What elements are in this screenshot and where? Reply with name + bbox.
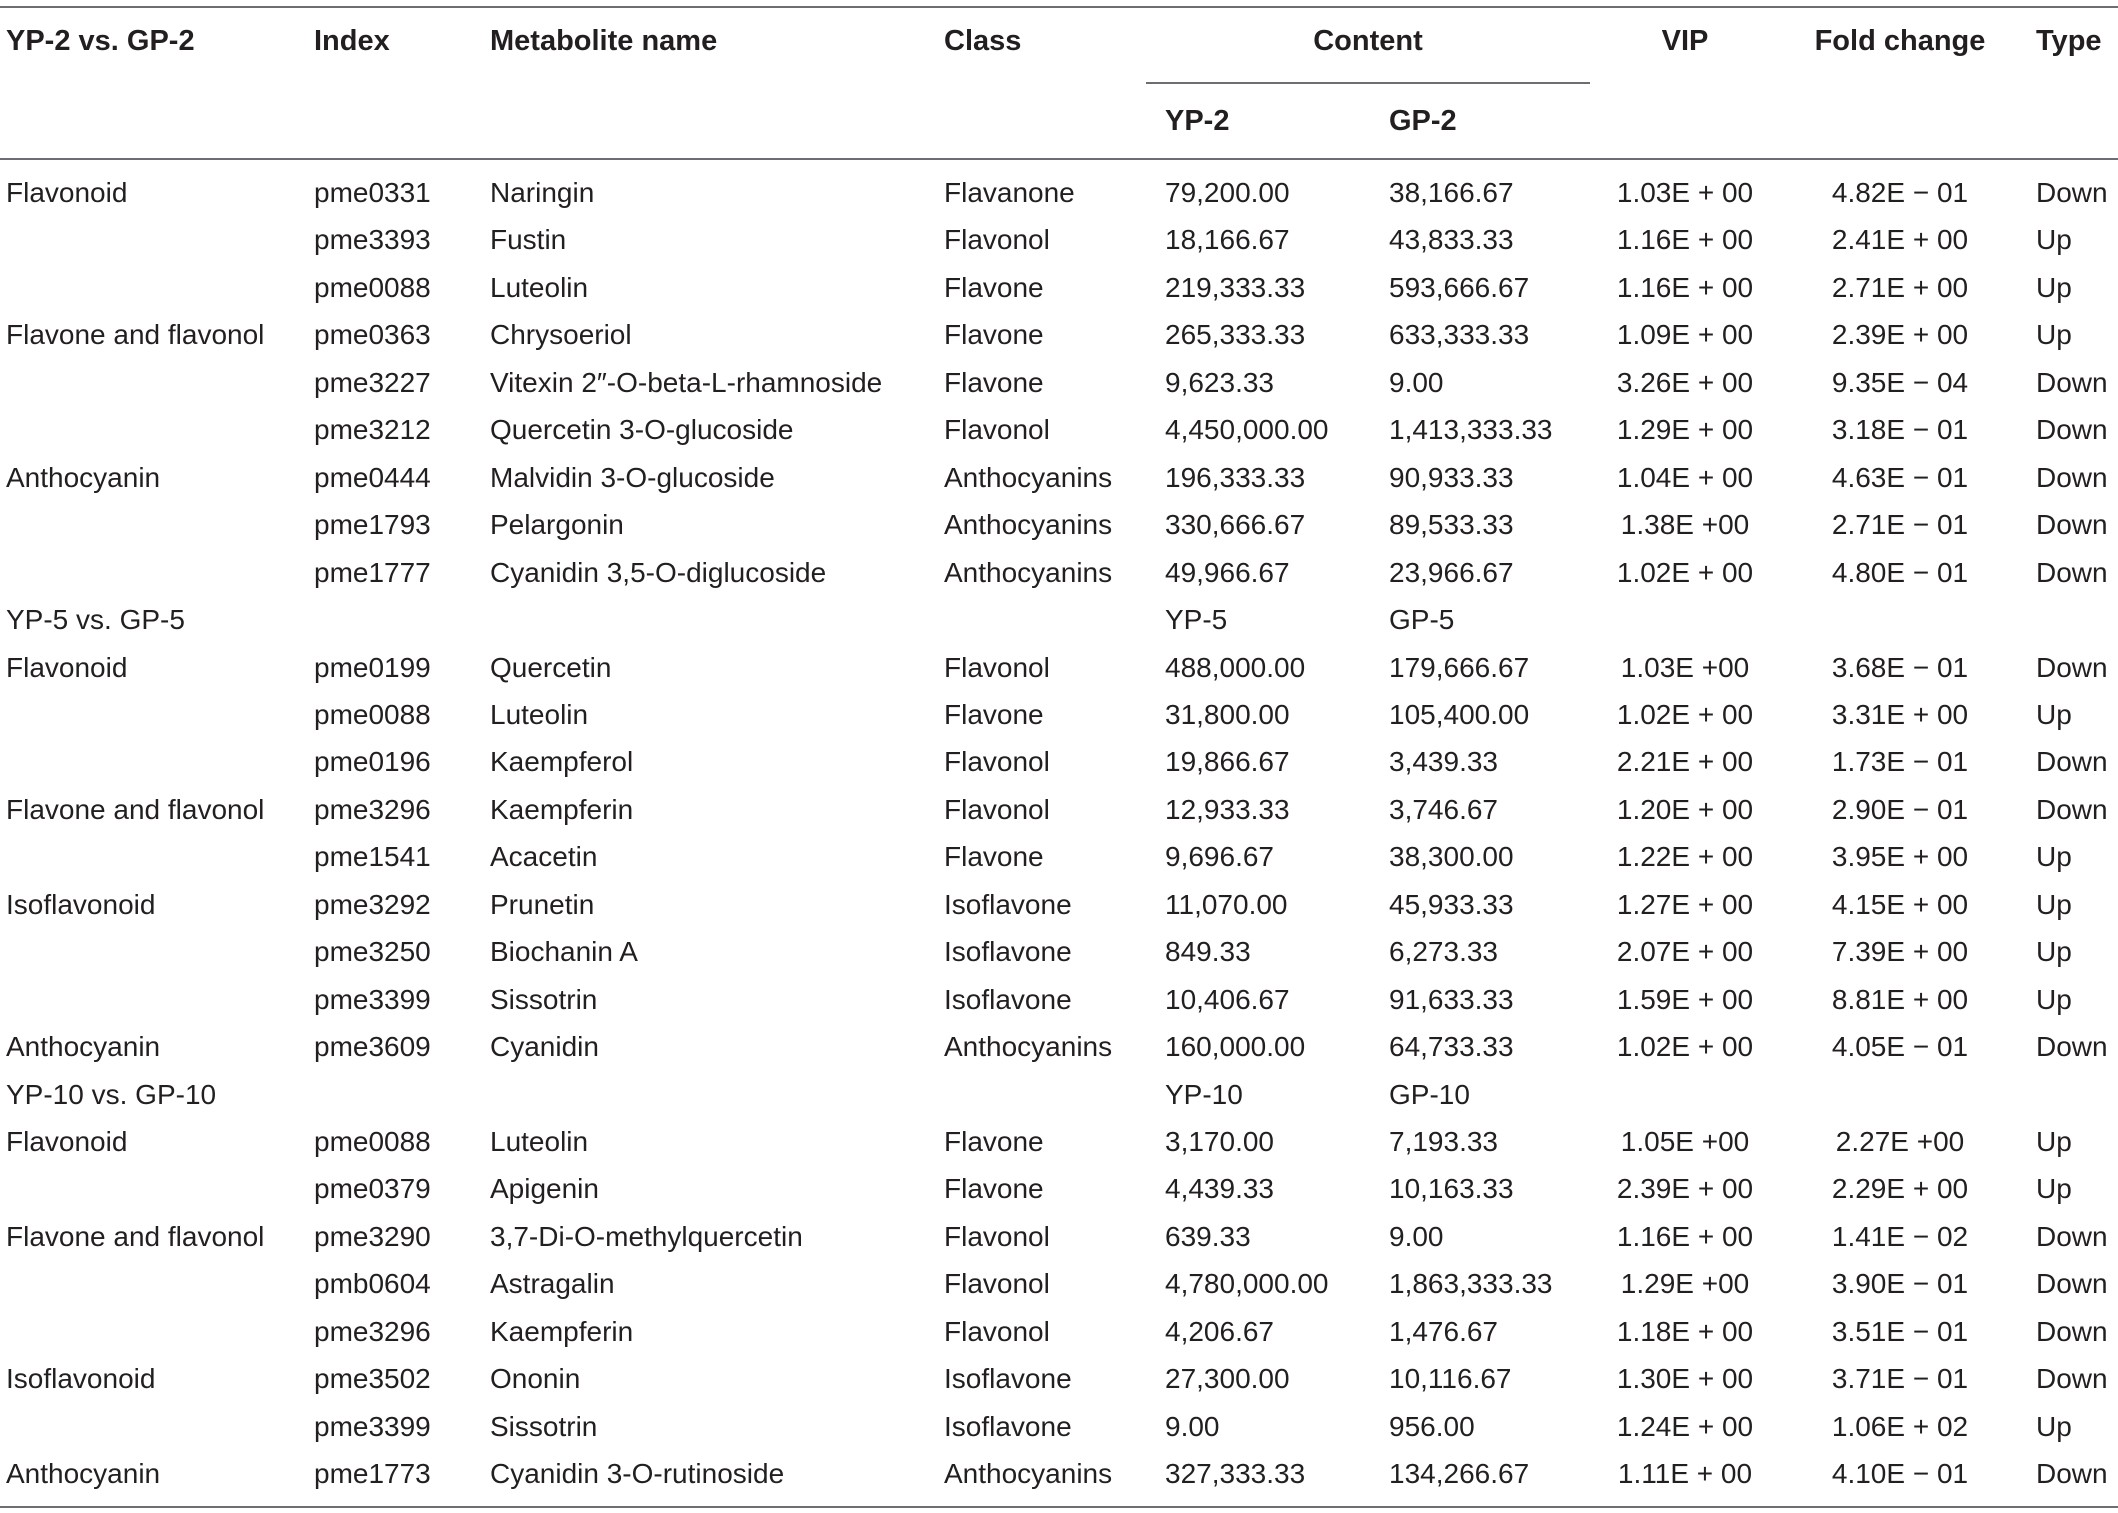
cell-class: Anthocyanins	[944, 509, 1113, 541]
section-header-row	[0, 603, 2118, 651]
cell-fold-change: 4.63E − 01	[1831, 461, 1969, 493]
cell-group: Anthocyanin	[6, 1031, 161, 1063]
cell-vip: 1.16E + 00	[1616, 224, 1754, 256]
cell-fold-change: 3.18E − 01	[1831, 414, 1969, 446]
cell-group: Anthocyanin	[6, 461, 161, 493]
cell-content-yp: 4,450,000.00	[1165, 414, 1329, 446]
cell-index: pme0331	[314, 177, 431, 208]
cell-class: Flavonol	[944, 1268, 1050, 1300]
cell-vip: 1.04E + 00	[1616, 461, 1754, 493]
cell-vip: 1.02E + 00	[1616, 698, 1754, 730]
cell-class: Isoflavone	[944, 1410, 1072, 1442]
cell-class: Flavanone	[944, 177, 1075, 208]
cell-index: pme0379	[314, 1173, 431, 1205]
section-header-row	[0, 1078, 2118, 1126]
table-top-rule	[0, 6, 2118, 8]
cell-vip: 1.27E + 00	[1616, 888, 1754, 920]
header-class: Class	[944, 25, 1022, 57]
header-type: Type	[2036, 25, 2102, 57]
cell-content-yp: 79,200.00	[1165, 177, 1290, 208]
cell-type: Down	[2036, 651, 2108, 683]
cell-type: Down	[2036, 746, 2108, 778]
table-row	[0, 1457, 2118, 1505]
cell-index: pme3399	[314, 1410, 431, 1442]
cell-content-yp: 31,800.00	[1165, 698, 1290, 730]
cell-content-yp: 265,333.33	[1165, 319, 1306, 351]
cell-vip: 1.22E + 00	[1616, 841, 1754, 873]
cell-fold-change: 4.15E + 00	[1831, 888, 1969, 920]
cell-type: Down	[2036, 366, 2108, 398]
cell-content-yp: 11,070.00	[1165, 888, 1288, 920]
cell-content-gp: 7,193.33	[1389, 1126, 1498, 1157]
cell-vip: 3.26E + 00	[1616, 366, 1754, 398]
cell-metabolite-name: 3,7-Di-O-methylquercetin	[490, 1220, 803, 1252]
cell-class: Flavonol	[944, 1220, 1050, 1252]
cell-fold-change: 3.68E − 01	[1831, 651, 1969, 683]
cell-index: pme3399	[314, 983, 431, 1015]
cell-fold-change: 2.41E + 00	[1831, 224, 1969, 256]
cell-type: Down	[2036, 1268, 2108, 1300]
cell-fold-change: 2.71E − 01	[1831, 509, 1969, 541]
cell-group: Anthocyanin	[6, 1458, 161, 1490]
cell-content-gp: 134,266.67	[1389, 1458, 1530, 1490]
cell-metabolite-name: Cyanidin	[490, 1031, 599, 1063]
cell-class: Flavonol	[944, 746, 1050, 778]
cell-index: pme3393	[314, 224, 431, 256]
cell-content-gp: 23,966.67	[1389, 556, 1514, 588]
cell-metabolite-name: Luteolin	[490, 1126, 589, 1157]
cell-class: Isoflavone	[944, 888, 1072, 920]
cell-group: YP-10 vs. GP-10	[6, 1078, 217, 1110]
cell-vip: 1.29E +00	[1620, 1268, 1750, 1300]
cell-content-yp: 12,933.33	[1165, 793, 1290, 825]
cell-type: Up	[2036, 983, 2072, 1015]
cell-metabolite-name: Prunetin	[490, 888, 595, 920]
cell-index: pme3250	[314, 936, 431, 968]
cell-group: Flavone and flavonol	[6, 793, 265, 825]
cell-content-yp: 639.33	[1165, 1220, 1251, 1252]
cell-type: Down	[2036, 509, 2108, 541]
cell-class: Isoflavone	[944, 1363, 1072, 1395]
cell-type: Down	[2036, 1363, 2108, 1395]
cell-group: Flavonoid	[6, 177, 128, 208]
cell-metabolite-name: Biochanin A	[490, 936, 638, 968]
cell-vip: 1.05E +00	[1620, 1126, 1750, 1157]
table-row	[0, 840, 2118, 888]
cell-type: Down	[2036, 1315, 2108, 1347]
cell-group: Flavone and flavonol	[6, 1220, 265, 1252]
cell-content-gp: 90,933.33	[1389, 461, 1514, 493]
table-row	[0, 176, 2118, 224]
cell-class: Flavonol	[944, 224, 1050, 256]
cell-content-gp: 38,300.00	[1389, 841, 1514, 873]
cell-content-gp: 3,746.67	[1389, 793, 1498, 825]
cell-type: Up	[2036, 1173, 2072, 1205]
cell-type: Down	[2036, 177, 2108, 208]
cell-metabolite-name: Malvidin 3-O-glucoside	[490, 461, 775, 493]
cell-metabolite-name: Astragalin	[490, 1268, 615, 1300]
cell-content-yp: 27,300.00	[1165, 1363, 1290, 1395]
cell-vip: 2.21E + 00	[1616, 746, 1754, 778]
table-row	[0, 1410, 2118, 1458]
cell-content-yp: 10,406.67	[1165, 983, 1290, 1015]
cell-type: Down	[2036, 414, 2108, 446]
cell-class: Anthocyanins	[944, 1458, 1113, 1490]
header-bottom-rule	[0, 158, 2118, 160]
cell-fold-change: 2.29E + 00	[1831, 1173, 1969, 1205]
cell-content-gp: 633,333.33	[1389, 319, 1530, 351]
header-fold-change: Fold change	[1814, 25, 1986, 57]
cell-index: pme3292	[314, 888, 431, 920]
cell-type: Down	[2036, 1220, 2108, 1252]
cell-vip: 1.24E + 00	[1616, 1410, 1754, 1442]
cell-index: pme0088	[314, 1126, 431, 1157]
cell-index: pme0196	[314, 746, 431, 778]
cell-type: Up	[2036, 698, 2072, 730]
cell-vip: 1.38E +00	[1620, 509, 1750, 541]
table-row	[0, 461, 2118, 509]
cell-class: Flavone	[944, 1126, 1044, 1157]
cell-metabolite-name: Ononin	[490, 1363, 581, 1395]
cell-content-yp: 330,666.67	[1165, 509, 1306, 541]
cell-class: Anthocyanins	[944, 461, 1113, 493]
cell-content-yp: YP-10	[1165, 1078, 1243, 1110]
cell-content-gp: 43,833.33	[1389, 224, 1514, 256]
table-row	[0, 1172, 2118, 1220]
cell-fold-change: 2.71E + 00	[1831, 271, 1969, 303]
cell-content-gp: 45,933.33	[1389, 888, 1514, 920]
cell-content-gp: 1,476.67	[1389, 1315, 1498, 1347]
table-row	[0, 318, 2118, 366]
cell-content-gp: 9.00	[1389, 1220, 1444, 1252]
cell-index: pme3502	[314, 1363, 431, 1395]
cell-vip: 1.29E + 00	[1616, 414, 1754, 446]
cell-fold-change: 8.81E + 00	[1831, 983, 1969, 1015]
table-row	[0, 1125, 2118, 1173]
cell-index: pme3290	[314, 1220, 431, 1252]
cell-content-gp: 956.00	[1389, 1410, 1475, 1442]
cell-fold-change: 3.71E − 01	[1831, 1363, 1969, 1395]
cell-class: Flavone	[944, 271, 1044, 303]
cell-metabolite-name: Apigenin	[490, 1173, 599, 1205]
cell-metabolite-name: Vitexin 2″-O-beta-L-rhamnoside	[490, 366, 883, 398]
table-row	[0, 1315, 2118, 1363]
cell-type: Down	[2036, 1031, 2108, 1063]
cell-metabolite-name: Acacetin	[490, 841, 598, 873]
cell-content-gp: GP-10	[1389, 1078, 1470, 1110]
cell-metabolite-name: Sissotrin	[490, 1410, 598, 1442]
cell-content-gp: 91,633.33	[1389, 983, 1514, 1015]
table-row	[0, 935, 2118, 983]
header-content: Content	[1313, 25, 1423, 57]
cell-group: Flavonoid	[6, 1126, 128, 1157]
cell-group: YP-5 vs. GP-5	[6, 604, 185, 636]
cell-metabolite-name: Quercetin	[490, 651, 612, 683]
cell-type: Up	[2036, 888, 2072, 920]
cell-class: Flavonol	[944, 651, 1050, 683]
cell-group: Flavone and flavonol	[6, 319, 265, 351]
cell-metabolite-name: Cyanidin 3,5-O-diglucoside	[490, 556, 827, 588]
cell-content-gp: 9.00	[1389, 366, 1444, 398]
cell-type: Down	[2036, 556, 2108, 588]
cell-group: Flavonoid	[6, 651, 128, 683]
cell-vip: 2.39E + 00	[1616, 1173, 1754, 1205]
cell-content-yp: 9.00	[1165, 1410, 1220, 1442]
cell-vip: 1.16E + 00	[1616, 1220, 1754, 1252]
cell-vip: 1.16E + 00	[1616, 271, 1754, 303]
cell-vip: 1.59E + 00	[1616, 983, 1754, 1015]
cell-fold-change: 4.05E − 01	[1831, 1031, 1969, 1063]
cell-metabolite-name: Luteolin	[490, 271, 589, 303]
cell-content-gp: 6,273.33	[1389, 936, 1498, 968]
table-row	[0, 366, 2118, 414]
cell-content-yp: YP-5	[1165, 604, 1228, 636]
cell-type: Up	[2036, 841, 2072, 873]
cell-vip: 1.11E + 00	[1617, 1458, 1753, 1490]
cell-fold-change: 3.95E + 00	[1831, 841, 1969, 873]
cell-type: Up	[2036, 224, 2072, 256]
table-row	[0, 223, 2118, 271]
cell-vip: 2.07E + 00	[1616, 936, 1754, 968]
cell-content-gp: 1,413,333.33	[1389, 414, 1553, 446]
cell-index: pme1773	[314, 1458, 431, 1490]
cell-type: Down	[2036, 793, 2108, 825]
cell-fold-change: 7.39E + 00	[1831, 936, 1969, 968]
table-row	[0, 698, 2118, 746]
cell-content-gp: 10,116.67	[1389, 1363, 1512, 1395]
cell-class: Flavone	[944, 841, 1044, 873]
cell-fold-change: 3.90E − 01	[1831, 1268, 1969, 1300]
cell-class: Anthocyanins	[944, 1031, 1113, 1063]
cell-content-gp: 38,166.67	[1389, 177, 1514, 208]
content-header-rule	[1146, 82, 1590, 84]
table-row	[0, 1267, 2118, 1315]
cell-content-gp: 89,533.33	[1389, 509, 1514, 541]
cell-type: Down	[2036, 461, 2108, 493]
cell-class: Flavone	[944, 319, 1044, 351]
table-row	[0, 1220, 2118, 1268]
cell-fold-change: 2.27E +00	[1835, 1126, 1965, 1157]
cell-metabolite-name: Naringin	[490, 177, 595, 208]
cell-vip: 1.02E + 00	[1616, 556, 1754, 588]
cell-fold-change: 4.82E − 01	[1831, 177, 1969, 208]
table-row	[0, 745, 2118, 793]
cell-fold-change: 1.06E + 02	[1831, 1410, 1969, 1442]
cell-metabolite-name: Kaempferol	[490, 746, 634, 778]
header-vip: VIP	[1661, 25, 1709, 57]
cell-content-yp: 488,000.00	[1165, 651, 1306, 683]
cell-vip: 1.03E +00	[1620, 651, 1750, 683]
header-content-gp: GP-2	[1389, 105, 1457, 137]
cell-class: Isoflavone	[944, 936, 1072, 968]
table-row	[0, 508, 2118, 556]
header-content-yp: YP-2	[1165, 105, 1230, 137]
cell-content-yp: 160,000.00	[1165, 1031, 1306, 1063]
cell-metabolite-name: Cyanidin 3-O-rutinoside	[490, 1458, 785, 1490]
cell-type: Up	[2036, 319, 2072, 351]
cell-class: Anthocyanins	[944, 556, 1113, 588]
cell-content-yp: 196,333.33	[1165, 461, 1306, 493]
cell-fold-change: 1.41E − 02	[1831, 1220, 1969, 1252]
cell-index: pme0363	[314, 319, 431, 351]
header-metabolite-name: Metabolite name	[490, 25, 718, 57]
table-row	[0, 888, 2118, 936]
cell-fold-change: 4.10E − 01	[1831, 1458, 1969, 1490]
cell-index: pme3296	[314, 1315, 431, 1347]
cell-fold-change: 4.80E − 01	[1831, 556, 1969, 588]
table-row	[0, 793, 2118, 841]
cell-index: pme3227	[314, 366, 431, 398]
table-row	[0, 983, 2118, 1031]
cell-metabolite-name: Pelargonin	[490, 509, 624, 541]
table-row	[0, 651, 2118, 699]
cell-metabolite-name: Fustin	[490, 224, 567, 256]
cell-fold-change: 3.31E + 00	[1831, 698, 1969, 730]
cell-vip: 1.20E + 00	[1616, 793, 1754, 825]
cell-content-gp: 3,439.33	[1389, 746, 1498, 778]
cell-fold-change: 2.39E + 00	[1831, 319, 1969, 351]
cell-index: pme1793	[314, 509, 431, 541]
cell-content-gp: GP-5	[1389, 604, 1455, 636]
cell-class: Flavone	[944, 698, 1044, 730]
cell-class: Flavone	[944, 1173, 1044, 1205]
cell-class: Flavonol	[944, 414, 1050, 446]
cell-index: pme3609	[314, 1031, 431, 1063]
cell-fold-change: 3.51E − 01	[1831, 1315, 1969, 1347]
cell-vip: 1.03E + 00	[1616, 177, 1754, 208]
cell-content-yp: 849.33	[1165, 936, 1251, 968]
cell-index: pme0088	[314, 271, 431, 303]
cell-index: pme0199	[314, 651, 431, 683]
cell-class: Flavonol	[944, 1315, 1050, 1347]
cell-index: pme1777	[314, 556, 431, 588]
cell-fold-change: 2.90E − 01	[1831, 793, 1969, 825]
cell-fold-change: 9.35E − 04	[1831, 366, 1969, 398]
cell-type: Up	[2036, 271, 2072, 303]
cell-index: pme0088	[314, 698, 431, 730]
cell-metabolite-name: Sissotrin	[490, 983, 598, 1015]
cell-content-gp: 10,163.33	[1389, 1173, 1514, 1205]
cell-content-yp: 18,166.67	[1165, 224, 1290, 256]
cell-index: pme3296	[314, 793, 431, 825]
table-row	[0, 556, 2118, 604]
cell-content-yp: 9,696.67	[1165, 841, 1274, 873]
cell-vip: 1.18E + 00	[1616, 1315, 1754, 1347]
cell-index: pmb0604	[314, 1268, 431, 1300]
cell-content-yp: 49,966.67	[1165, 556, 1290, 588]
cell-metabolite-name: Luteolin	[490, 698, 589, 730]
header-index: Index	[314, 25, 390, 57]
cell-group: Isoflavonoid	[6, 888, 156, 920]
cell-type: Up	[2036, 1410, 2072, 1442]
cell-vip: 1.02E + 00	[1616, 1031, 1754, 1063]
table-row	[0, 1362, 2118, 1410]
cell-vip: 1.30E + 00	[1616, 1363, 1754, 1395]
cell-content-yp: 219,333.33	[1165, 271, 1306, 303]
cell-metabolite-name: Chrysoeriol	[490, 319, 632, 351]
cell-content-gp: 179,666.67	[1389, 651, 1530, 683]
cell-content-yp: 3,170.00	[1165, 1126, 1274, 1157]
cell-metabolite-name: Quercetin 3-O-glucoside	[490, 414, 794, 446]
cell-fold-change: 1.73E − 01	[1831, 746, 1969, 778]
cell-class: Flavonol	[944, 793, 1050, 825]
table-row	[0, 413, 2118, 461]
cell-metabolite-name: Kaempferin	[490, 793, 634, 825]
cell-metabolite-name: Kaempferin	[490, 1315, 634, 1347]
cell-content-yp: 4,206.67	[1165, 1315, 1274, 1347]
cell-content-gp: 64,733.33	[1389, 1031, 1514, 1063]
cell-group: Isoflavonoid	[6, 1363, 156, 1395]
cell-type: Up	[2036, 936, 2072, 968]
table-row	[0, 271, 2118, 319]
cell-content-yp: 4,780,000.00	[1165, 1268, 1329, 1300]
cell-content-yp: 9,623.33	[1165, 366, 1274, 398]
cell-index: pme3212	[314, 414, 431, 446]
cell-type: Up	[2036, 1126, 2072, 1157]
header-comparison: YP-2 vs. GP-2	[6, 25, 195, 57]
table-row	[0, 1030, 2118, 1078]
cell-index: pme0444	[314, 461, 431, 493]
cell-content-gp: 1,863,333.33	[1389, 1268, 1553, 1300]
table-bottom-rule	[0, 1506, 2118, 1508]
cell-index: pme1541	[314, 841, 431, 873]
cell-vip: 1.09E + 00	[1616, 319, 1754, 351]
cell-content-gp: 105,400.00	[1389, 698, 1530, 730]
cell-class: Isoflavone	[944, 983, 1072, 1015]
cell-content-yp: 19,866.67	[1165, 746, 1290, 778]
cell-type: Down	[2036, 1458, 2108, 1490]
cell-class: Flavone	[944, 366, 1044, 398]
cell-content-gp: 593,666.67	[1389, 271, 1530, 303]
cell-content-yp: 327,333.33	[1165, 1458, 1306, 1490]
cell-content-yp: 4,439.33	[1165, 1173, 1274, 1205]
